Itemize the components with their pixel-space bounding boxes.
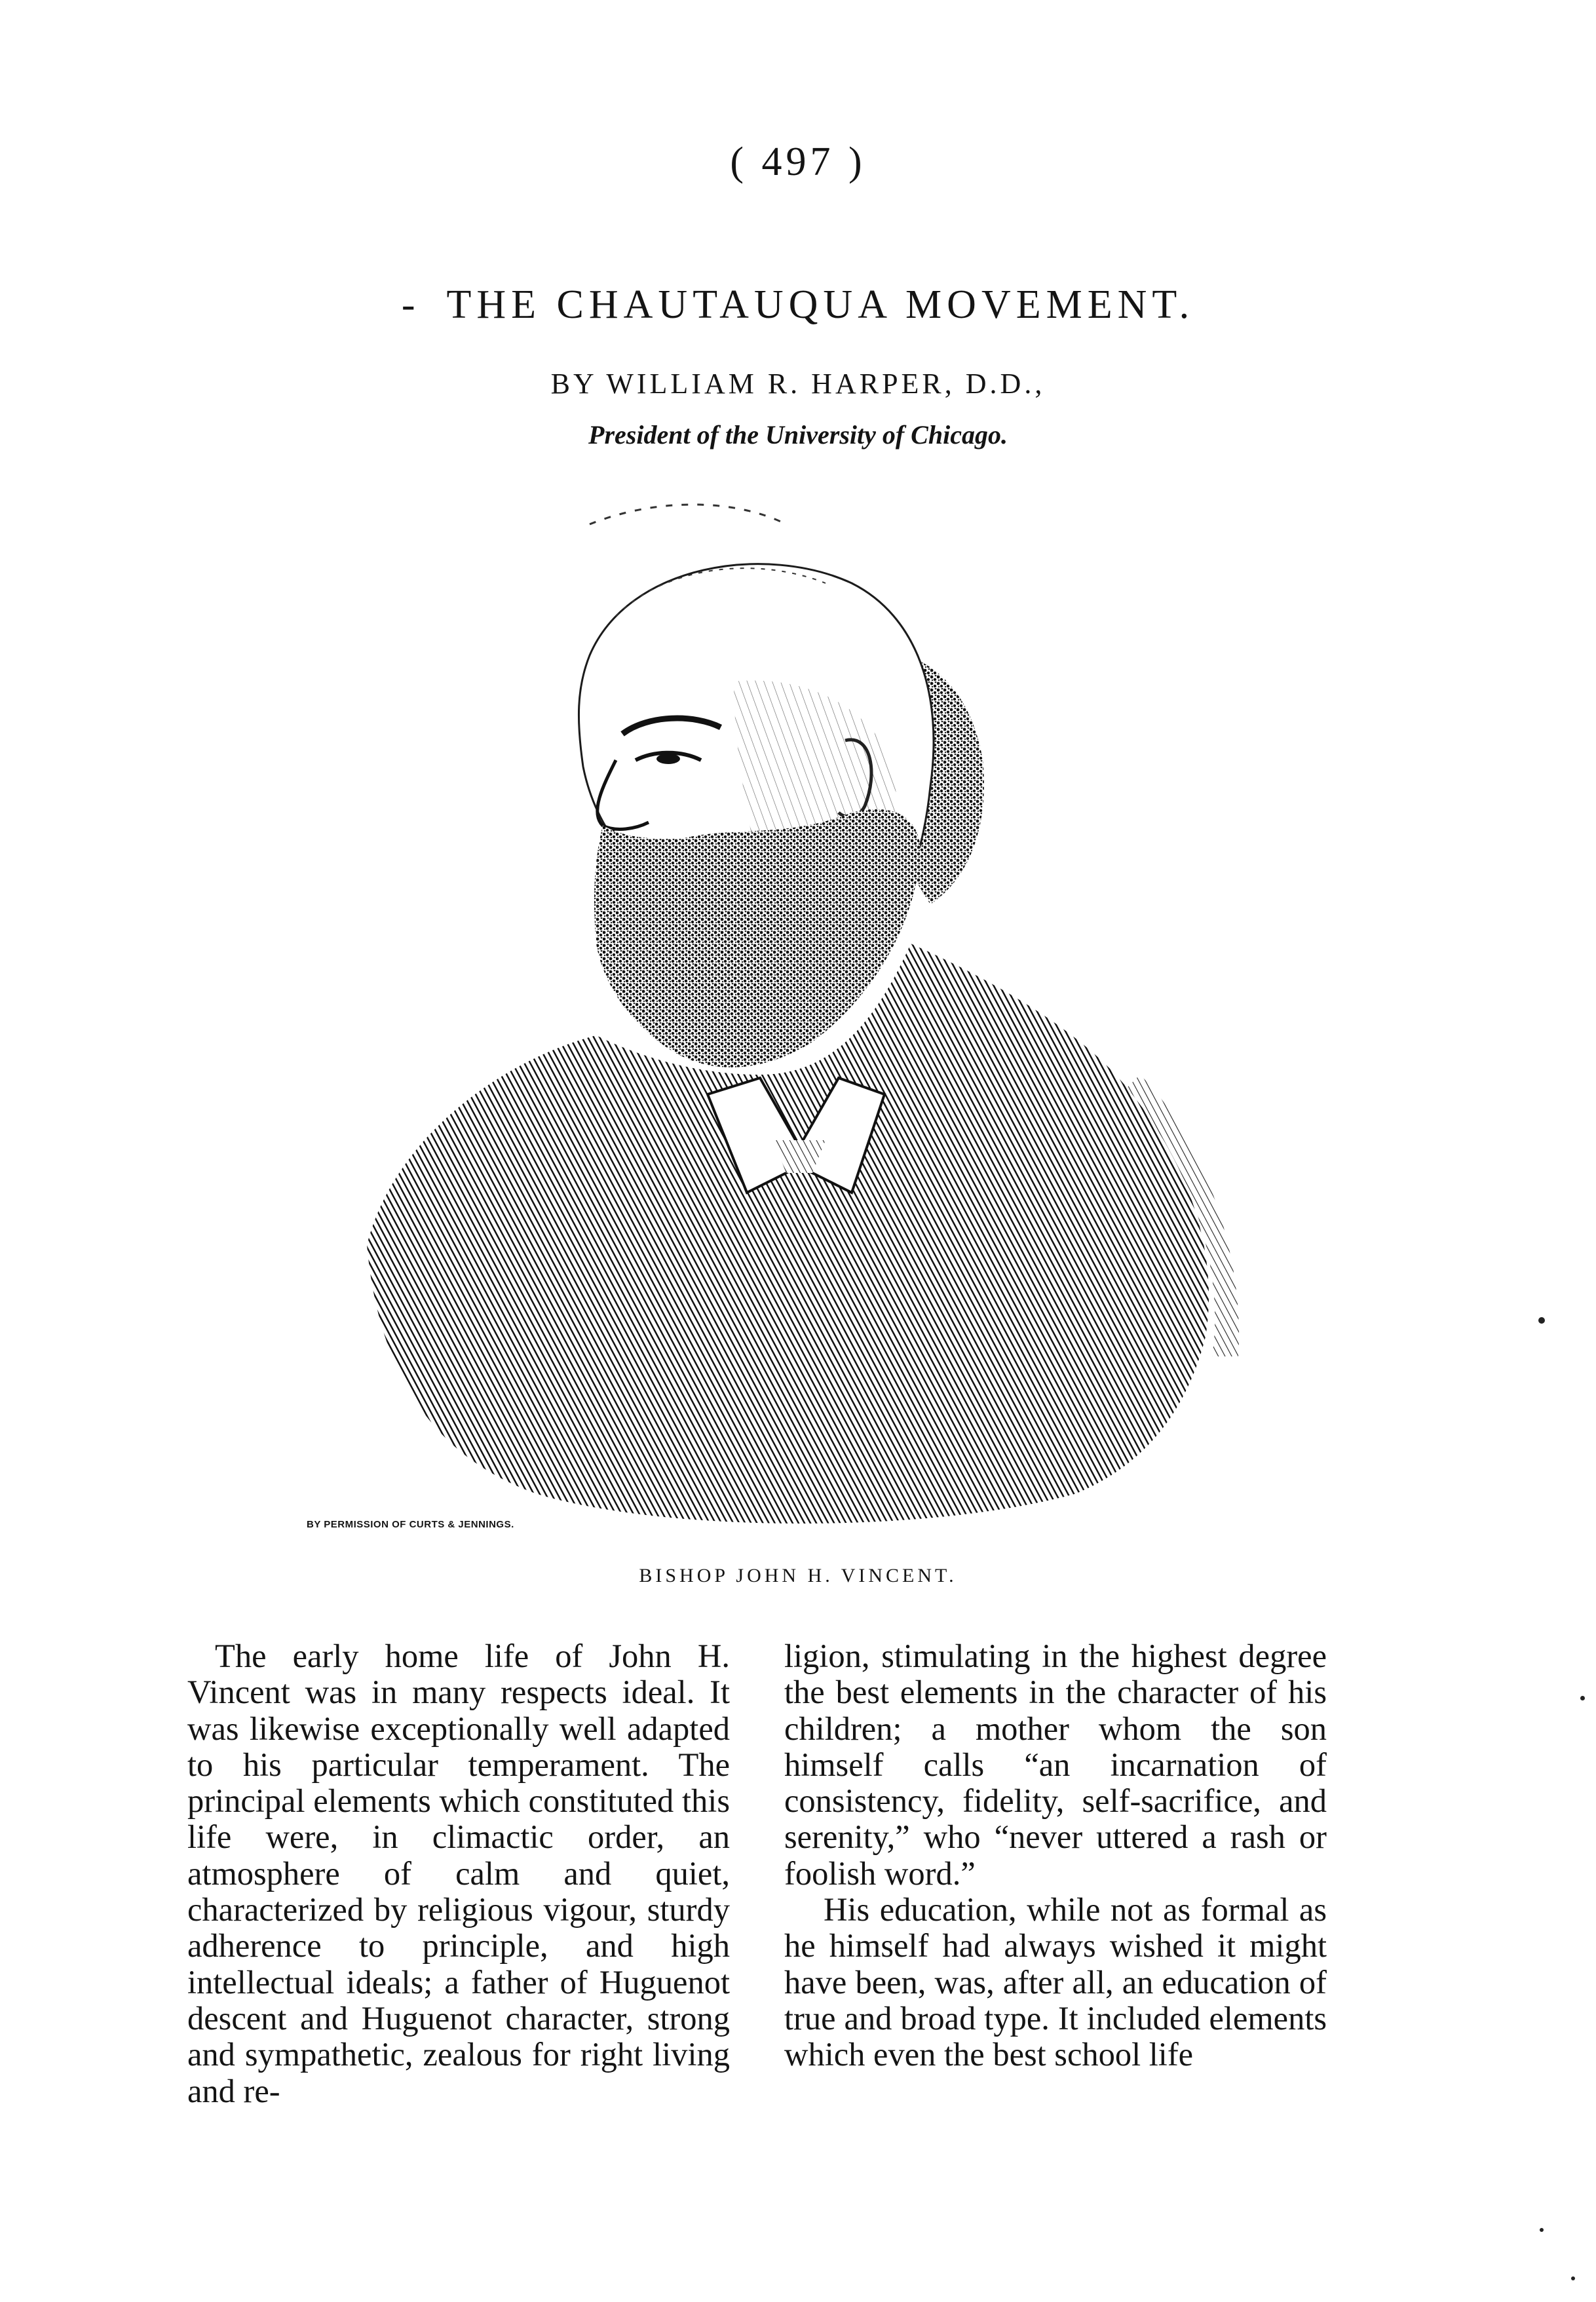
scan-speck [1538, 1317, 1545, 1324]
left-column [187, 1638, 730, 2109]
page-number: ( 497 ) [730, 140, 866, 184]
scan-speck [1540, 2228, 1544, 2232]
author-affiliation: President of the University of Chicago. [588, 420, 1008, 450]
title-dash: - [401, 282, 421, 327]
scan-speck [1580, 1696, 1585, 1700]
image-credit: BY PERMISSION OF CURTS & JENNINGS. [307, 1519, 514, 1530]
article-title-line [0, 282, 1596, 328]
article-title: THE CHAUTAUQUA MOVEMENT. [446, 282, 1195, 327]
portrait-engraving [341, 485, 1245, 1533]
body-paragraph: His education, while not as formal as he himself had always wished it might have been, was, after all, an education of true and broad type. It included elements which even the best school life [784, 1891, 1327, 2073]
portrait-caption: BISHOP JOHN H. VINCENT. [639, 1565, 957, 1586]
author-byline: BY WILLIAM R. HARPER, D.D., [550, 368, 1046, 400]
scan-speck [1571, 2276, 1575, 2280]
body-paragraph: The early home life of John H. Vincent was in many respects ideal. It was likewise exceptionally well adapted to his particular temperament. The principal elements which constituted this life were, in climactic order, an atmosphere of calm and quiet, characterized by religious vigour, sturdy adherence to principle, and high intellectual ideals; a father of Huguenot descent and Huguenot character, strong and sympathetic, zealous for right living and re- [187, 1638, 730, 2109]
right-column [784, 1638, 1327, 2073]
body-paragraph-continuation: ligion, stimulating in the highest degree the best elements in the character of his children; a mother whom the son himself calls “an incarnation of consistency, fidelity, self-sacrifice, and serenity,” who “never uttered a rash or foolish word.” [784, 1638, 1327, 1892]
